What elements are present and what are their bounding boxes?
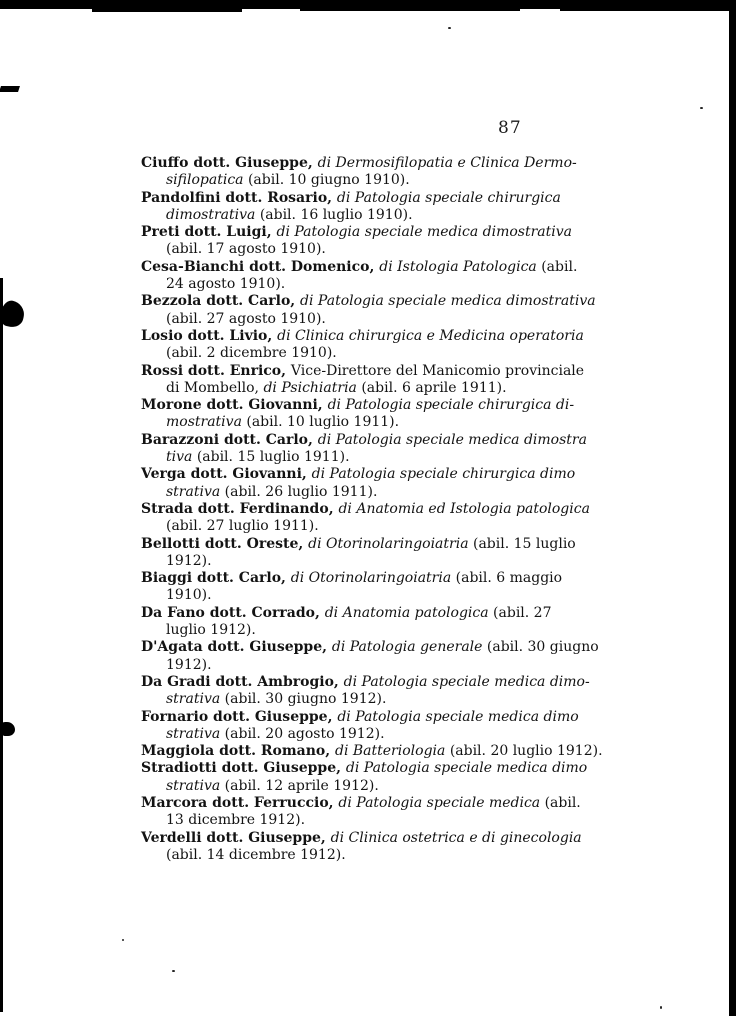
list-item: [141, 432, 625, 467]
entry-line: [141, 518, 625, 535]
entry-line: [141, 259, 625, 276]
qualification-text: (abil.: [544, 794, 581, 811]
doctor-name: Preti dott. Luigi,: [141, 224, 277, 241]
qualification-text: 24 agosto 1910).: [166, 276, 286, 293]
entry-line: [141, 639, 625, 656]
qualification-text: (abil. 27 luglio 1911).: [166, 518, 319, 535]
qualification-text: 1912).: [166, 552, 212, 569]
specialty-text: mostrativa: [166, 414, 247, 431]
entry-line: [141, 743, 625, 760]
ink-speck: [660, 1006, 662, 1009]
list-item: [141, 259, 625, 294]
list-item: [141, 605, 625, 640]
qualification-text: 1912).: [166, 656, 212, 673]
scan-border-top-ragged: [92, 9, 242, 12]
entry-line: [141, 207, 625, 224]
list-item: [141, 760, 625, 795]
entry-line: [141, 172, 625, 189]
ink-speck: [172, 970, 175, 972]
specialty-text: di Anatomia patologica: [324, 604, 494, 621]
list-item: [141, 830, 625, 865]
specialty-text: di Clinica chirurgica e Medicina operatoria: [277, 327, 584, 344]
doctor-name: Pandolfini dott. Rosario,: [141, 189, 337, 206]
list-item: [141, 224, 625, 259]
doctor-name: Verdelli dott. Giuseppe,: [141, 829, 331, 846]
specialty-text: di Istologia Patologica: [379, 258, 542, 275]
specialty-text: di Otorinolaringoiatria: [290, 570, 456, 587]
qualification-text: di Mombello,: [166, 379, 264, 396]
doctor-name: Rossi dott. Enrico,: [141, 362, 291, 379]
list-item: [141, 363, 625, 398]
qualification-text: 1910).: [166, 587, 212, 604]
qualification-text: (abil. 15 luglio: [473, 535, 576, 552]
doctor-name: Marcora dott. Ferruccio,: [141, 794, 339, 811]
qualification-text: (abil. 6 aprile 1911).: [361, 379, 507, 396]
entry-line: [141, 622, 625, 639]
list-item: [141, 293, 625, 328]
specialty-text: di Patologia speciale chirurgica di-: [327, 397, 575, 414]
ink-blob: [0, 722, 15, 736]
qualification-text: (abil. 30 giugno 1912).: [224, 691, 387, 708]
ink-blob: [0, 299, 26, 329]
ink-speck: [122, 939, 124, 941]
specialty-text: strativa: [166, 483, 225, 500]
specialty-text: sifilopatica: [166, 172, 248, 189]
specialty-text: di Patologia generale: [331, 639, 487, 656]
entry-line: [141, 674, 625, 691]
list-item: [141, 639, 625, 674]
specialty-text: di Patologia speciale medica dimo: [345, 760, 588, 777]
qualification-text: (abil. 17 agosto 1910).: [166, 241, 326, 258]
list-item: [141, 155, 625, 190]
specialty-text: di Patologia speciale medica: [338, 794, 545, 811]
specialty-text: dimostrativa: [166, 206, 260, 223]
specialty-text: di Clinica ostetrica e di ginecologia: [330, 829, 582, 846]
qualification-text: 13 dicembre 1912).: [166, 812, 306, 829]
qualification-text: (abil. 12 aprile 1912).: [224, 777, 379, 794]
qualification-text: luglio 1912).: [166, 622, 256, 639]
list-item: [141, 466, 625, 501]
entry-line: [141, 587, 625, 604]
qualification-text: (abil. 15 luglio 1911).: [196, 449, 350, 466]
entry-line: [141, 830, 625, 847]
specialty-text: di Dermosifilopatia e Clinica Dermo-: [317, 155, 577, 171]
specialty-text: di Patologia speciale medica dimostrativa: [276, 224, 573, 241]
specialty-text: di Patologia speciale chirurgica dimo: [311, 466, 576, 483]
specialty-text: di Patologia speciale medica dimo: [337, 708, 579, 725]
entry-line: [141, 795, 625, 812]
specialty-text: di Patologia speciale chirurgica: [336, 189, 561, 206]
qualification-text: (abil. 6 maggio: [455, 570, 563, 587]
list-item: [141, 795, 625, 830]
entry-line: [141, 484, 625, 501]
qualification-text: (abil. 20 luglio 1912).: [449, 743, 603, 760]
entry-line: [141, 432, 625, 449]
entry-line: [141, 570, 625, 587]
list-item: [141, 570, 625, 605]
qualification-text: (abil. 20 agosto 1912).: [224, 725, 385, 742]
specialty-text: di Batteriologia: [335, 743, 450, 760]
entry-line: [141, 536, 625, 553]
entry-line: [141, 501, 625, 518]
doctor-name: Bellotti dott. Oreste,: [141, 535, 309, 552]
page-number: 87: [498, 118, 522, 138]
doctor-name: Da Gradi dott. Ambrogio,: [141, 673, 344, 690]
scan-edge-line-left: [0, 278, 3, 1012]
specialty-text: di Psichiatria: [263, 379, 362, 396]
qualification-text: (abil. 10 giugno 1910).: [247, 172, 410, 189]
entry-line: [141, 190, 625, 207]
doctor-name: Ciuffo dott. Giuseppe,: [141, 155, 318, 171]
list-item: [141, 536, 625, 571]
entry-line: [141, 778, 625, 795]
entry-line: [141, 691, 625, 708]
list-item: [141, 743, 625, 760]
entry-line: [141, 726, 625, 743]
entry-line: [141, 380, 625, 397]
doctor-name: Barazzoni dott. Carlo,: [141, 431, 318, 448]
ink-speck: [448, 27, 451, 29]
doctor-name: Biaggi dott. Carlo,: [141, 570, 291, 587]
specialty-text: di Otorinolaringoiatria: [308, 535, 473, 552]
qualification-text: (abil. 27 agosto 1910).: [166, 310, 326, 327]
specialty-text: di Patologia speciale medica dimostrativa: [300, 293, 596, 310]
entry-line: [141, 466, 625, 483]
doctor-name: D'Agata dott. Giuseppe,: [141, 639, 332, 656]
entry-line: [141, 328, 625, 345]
list-item: [141, 674, 625, 709]
entry-line: [141, 847, 625, 864]
ink-mark: [0, 86, 20, 92]
list-item: [141, 190, 625, 225]
specialty-text: di Patologia speciale medica dimostra: [317, 431, 587, 448]
entry-line: [141, 449, 625, 466]
entry-line: [141, 760, 625, 777]
qualification-text: (abil. 16 luglio 1910).: [259, 206, 413, 223]
entry-line: [141, 363, 625, 380]
entry-line: [141, 224, 625, 241]
doctor-name: Stradiotti dott. Giuseppe,: [141, 760, 346, 777]
entry-line: [141, 414, 625, 431]
scan-border-top-ragged: [560, 9, 736, 11]
entry-line: [141, 241, 625, 258]
doctor-name: Fornario dott. Giuseppe,: [141, 708, 338, 725]
entry-line: [141, 812, 625, 829]
list-item: [141, 328, 625, 363]
qualification-text: (abil. 2 dicembre 1910).: [166, 345, 337, 362]
entry-line: [141, 657, 625, 674]
qualification-text: (abil.: [541, 258, 578, 275]
entry-line: [141, 345, 625, 362]
qualification-text: (abil. 10 luglio 1911).: [246, 414, 400, 431]
specialty-text: di Anatomia ed Istologia patologica: [338, 500, 590, 517]
scan-border-top-ragged: [300, 9, 520, 11]
list-item: [141, 709, 625, 744]
doctor-name: Verga dott. Giovanni,: [141, 466, 312, 483]
specialty-text: di Patologia speciale medica dimo-: [343, 673, 590, 690]
specialty-text: strativa: [166, 691, 225, 708]
qualification-text: (abil. 14 dicembre 1912).: [166, 846, 346, 863]
specialty-text: tiva: [166, 449, 197, 466]
entry-line: [141, 397, 625, 414]
specialty-text: strativa: [166, 725, 225, 742]
entry-line: [141, 605, 625, 622]
qualification-text: (abil. 26 luglio 1911).: [224, 483, 378, 500]
entry-line: [141, 553, 625, 570]
ink-speck: [700, 107, 703, 109]
doctor-name: Da Fano dott. Corrado,: [141, 604, 325, 621]
doctor-name: Maggiola dott. Romano,: [141, 743, 335, 760]
scan-border-right: [729, 8, 736, 1016]
entry-line: [141, 155, 625, 172]
entry-line: [141, 709, 625, 726]
entries-list: [141, 155, 625, 864]
specialty-text: strativa: [166, 777, 225, 794]
doctor-name: Cesa-Bianchi dott. Domenico,: [141, 258, 380, 275]
entry-line: [141, 293, 625, 310]
doctor-name: Losio dott. Livio,: [141, 327, 278, 344]
doctor-name: Strada dott. Ferdinando,: [141, 500, 339, 517]
qualification-text: (abil. 30 giugno: [486, 639, 599, 656]
list-item: [141, 501, 625, 536]
qualification-text: Vice-Direttore del Manicomio provinciale: [290, 362, 585, 379]
scan-border-top: [0, 0, 736, 9]
entry-line: [141, 311, 625, 328]
qualification-text: (abil. 27: [493, 604, 552, 621]
doctor-name: Bezzola dott. Carlo,: [141, 293, 301, 310]
entry-line: [141, 276, 625, 293]
doctor-name: Morone dott. Giovanni,: [141, 397, 328, 414]
list-item: [141, 397, 625, 432]
